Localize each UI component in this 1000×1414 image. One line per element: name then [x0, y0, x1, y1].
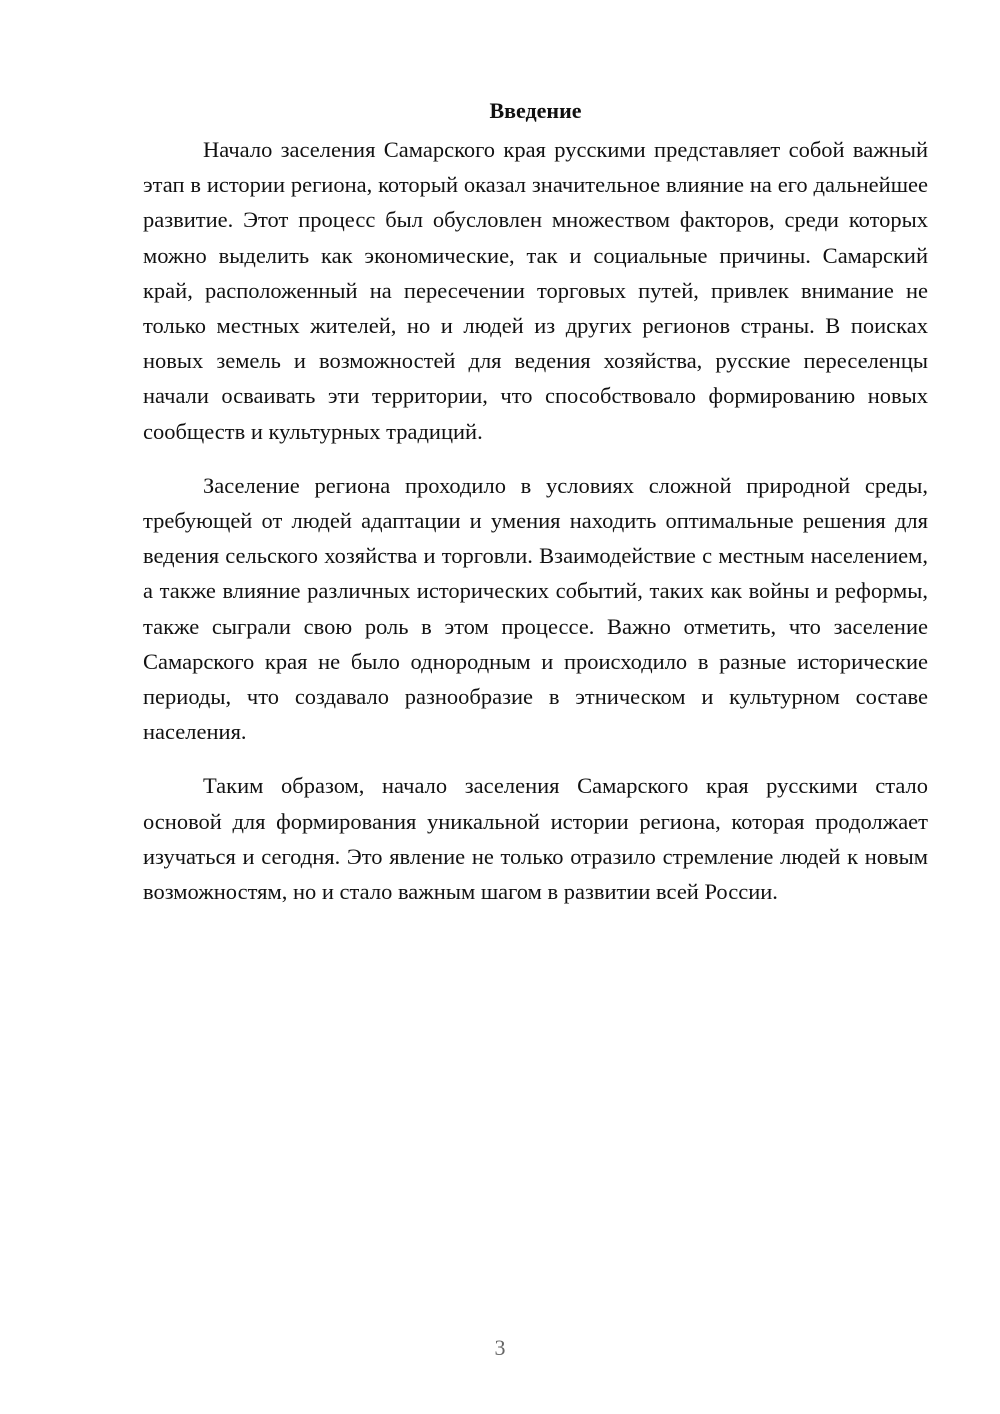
paragraph-2: Заселение региона проходило в условиях сложной природной среды, требующей от людей адаптации и умения находить оптимальные решения для ведения сельского хозяйства и торговли. Взаимодействие с местным населением, а также влияние различных исторических событий, таких как войны и реформы, также сыграли свою роль в этом процессе. Важно отметить, что заселение Самарского края не было однородным и происходило в разные исторические периоды, что создавало разнообразие в этническом и культурном составе населения. — [143, 472, 928, 745]
page-content — [143, 96, 928, 928]
page-title: Введение — [489, 98, 582, 123]
paragraph-1: Начало заселения Самарского края русскими представляет собой важный этап в истории региона, который оказал значительное влияние на его дальнейшее развитие. Этот процесс был обусловлен множеством факторов, среди которых можно выделить как экономические, так и социальные причины. Самарский край, расположенный на пересечении торговых путей, привлек внимание не только местных жителей, но и людей из других регионов страны. В поисках новых земель и возможностей для ведения хозяйства, русские переселенцы начали осваивать эти территории, что способствовало формированию новых сообществ и культурных традиций. — [143, 137, 928, 444]
page-number: 3 — [494, 1335, 506, 1360]
paragraph-3: Таким образом, начало заселения Самарского края русскими стало основой для формирования уникальной истории региона, которая продолжает изучаться и сегодня. Это явление не только отразило стремление людей к новым возможностям, но и стало важным шагом в развитии всей России. — [143, 773, 928, 905]
